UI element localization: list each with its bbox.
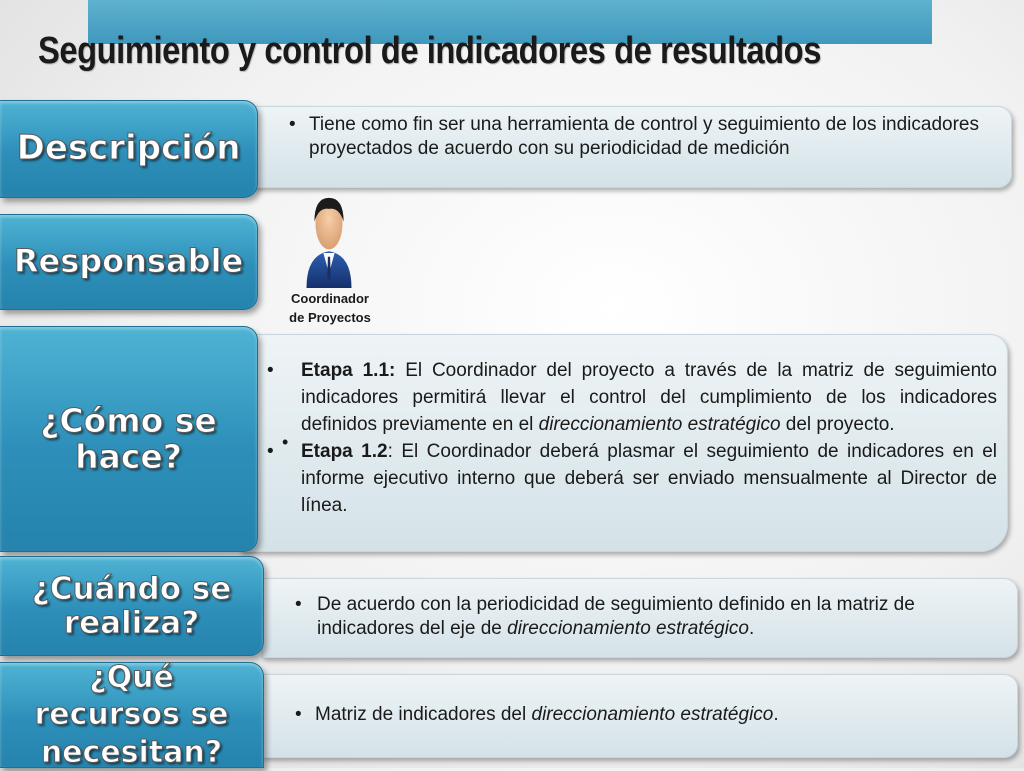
responsable-label-box: [0, 214, 258, 310]
cuando-italic: direccionamiento estratégico: [507, 618, 749, 639]
recursos-body-b: .: [773, 704, 779, 725]
descripcion-text: Tiene como fin ser una herramienta de control y seguimiento de los indicadores proyectados de acuerdo con su periodicidad de medición: [309, 114, 979, 159]
recursos-label-box: [0, 659, 264, 770]
etapa-2-body: : El Coordinador deberá plasmar el seguimiento de indicadores en el informe ejecutivo interno que deberá ser enviado mensualmente al Director de línea.: [301, 441, 997, 516]
recursos-italic: direccionamiento estratégico: [531, 704, 774, 725]
como-label-box: [0, 326, 258, 552]
descripcion-label-box: [0, 100, 258, 198]
cuando-text: [317, 593, 947, 641]
recursos-label-line-1: ¿Qué: [89, 659, 174, 695]
cuando-label-line-1: ¿Cuándo se: [31, 570, 232, 607]
descripcion-content-box: [240, 106, 1012, 188]
como-label: [40, 400, 217, 476]
etapa-2-label: Etapa 1.2: [301, 441, 388, 462]
slide-title: Seguimiento y control de indicadores de resultados: [38, 30, 821, 72]
etapa-1-text: [301, 357, 997, 438]
recursos-label: [34, 659, 228, 771]
responsable-label: Responsable: [13, 242, 244, 281]
responsable-caption: [270, 290, 390, 328]
como-label-line-2: hace?: [75, 437, 182, 476]
cuando-label-box: [0, 556, 264, 656]
como-content-box: [240, 334, 1008, 552]
recursos-label-line-2: recursos se: [34, 697, 229, 733]
bullet: •: [267, 360, 274, 381]
descripcion-label: Descripción: [16, 128, 241, 169]
etapa-1-label: Etapa 1.1: [301, 360, 390, 381]
caption-line-2: de Proyectos: [289, 309, 371, 325]
cuando-content-box: [262, 578, 1018, 658]
caption-line-1: Coordinador: [291, 291, 369, 306]
cuando-body-b: .: [749, 618, 755, 639]
bullet: •: [295, 594, 302, 615]
cuando-body-a: De acuerdo con la periodicidad de seguimiento definido en la matriz de indicadores del eje de: [317, 594, 915, 639]
recursos-text: [315, 703, 997, 727]
bullet: •: [267, 441, 274, 462]
etapa-1-italic: direccionamiento estratégico: [538, 414, 781, 435]
stray-bullet: •: [282, 432, 289, 452]
recursos-content-box: [262, 674, 1018, 758]
recursos-body-a: Matriz de indicadores del: [315, 704, 532, 725]
cuando-label-line-2: realiza?: [63, 605, 200, 641]
cuando-label: [32, 572, 232, 640]
recursos-label-line-3: necesitan?: [40, 734, 223, 770]
bullet: •: [295, 704, 302, 725]
como-label-line-1: ¿Cómo se: [40, 400, 217, 440]
etapa-1-colon: :: [389, 360, 396, 381]
person-icon: [302, 196, 356, 288]
bullet: •: [289, 114, 296, 135]
etapa-2-text: [301, 438, 997, 519]
etapa-1-body-a: El Coordinador del proyecto a través de la matriz de seguimiento indicadores permitirá llevar el control del cumplimiento de los indicadores definidos previamente en el: [301, 360, 997, 435]
etapa-1-body-b: del proyecto.: [780, 414, 895, 435]
